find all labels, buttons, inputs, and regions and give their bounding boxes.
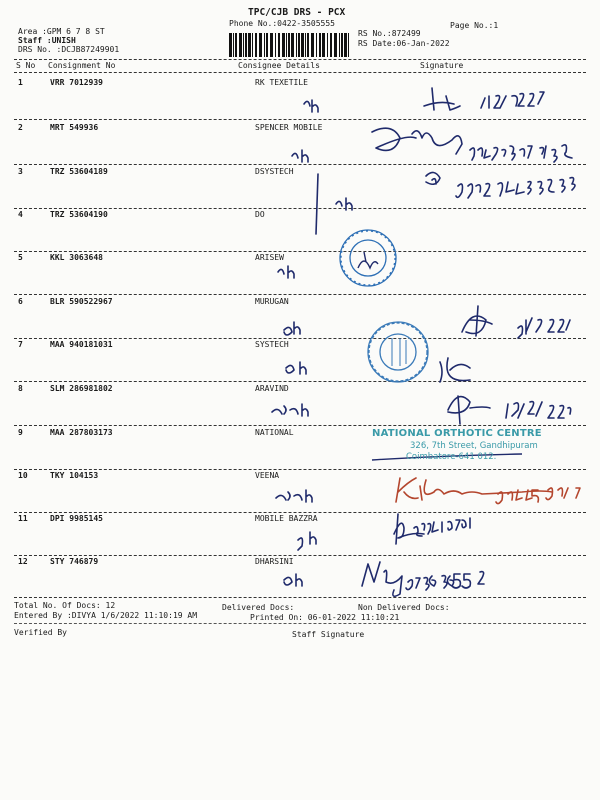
- row-consignment-no: MAA 287803173: [50, 428, 113, 437]
- row-consignment-no: MAA 940181031: [50, 340, 113, 349]
- row-consignment-no: BLR 590522967: [50, 297, 113, 306]
- row-consignee: SPENCER MOBILE: [255, 123, 323, 132]
- row11-signature-mark: [394, 514, 424, 544]
- row-consignment-no: VRR 7012939: [50, 78, 103, 87]
- row6-signature-mark: [462, 306, 492, 336]
- row10-ink: [276, 490, 312, 502]
- entered-by: Entered By :DIVYA 1/6/2022 11:10:19 AM: [14, 611, 198, 620]
- row-sno: 5: [18, 253, 23, 262]
- row-consignment-no: TKY 104153: [50, 471, 99, 480]
- row-consignment-no: DPI 9985145: [50, 514, 103, 523]
- row-consignee: VEENA: [255, 471, 280, 480]
- rs-number: RS No.:872499: [358, 29, 421, 38]
- row-consignment-no: TRZ 53604189: [50, 167, 108, 176]
- area-label: Area :GPM 6 7 8 ST: [18, 27, 105, 36]
- row-consignment-no: STY 746879: [50, 557, 99, 566]
- row8-signature-mark: [448, 396, 490, 424]
- circular-stamp-row7: [368, 322, 428, 382]
- col-consignee: Consignee Details: [238, 61, 320, 70]
- row11-ink: [298, 532, 316, 550]
- total-docs: Total No. Of Docs: 12: [14, 601, 116, 610]
- circular-stamp-row5: [340, 230, 396, 286]
- row-sno: 4: [18, 210, 23, 219]
- row-sno: 8: [18, 384, 23, 393]
- row12-ink: [284, 574, 302, 586]
- row3-4-bracket: [316, 174, 318, 234]
- verified-by: Verified By: [14, 628, 67, 637]
- document-title: TPC/CJB DRS - PCX: [248, 7, 346, 18]
- row3-phone: [456, 178, 575, 198]
- row1-ink: [304, 100, 318, 112]
- row-sno: 6: [18, 297, 23, 306]
- row-consignee: MOBILE BAZZRA: [255, 514, 318, 523]
- phone-number: Phone No.:0422-3505555: [229, 19, 335, 28]
- row-sno: 9: [18, 428, 23, 437]
- row-consignment-no: MRT 549936: [50, 123, 99, 132]
- row-sno: 12: [18, 557, 28, 566]
- row-sno: 1: [18, 78, 23, 87]
- row2-ink: [292, 150, 308, 162]
- row-consignment-no: TRZ 53604190: [50, 210, 108, 219]
- row-consignment-no: KKL 3063648: [50, 253, 103, 262]
- row2-signature-mark: [372, 128, 462, 154]
- national-stamp-line2: 326, 7th Street, Gandhipuram: [410, 441, 538, 451]
- row-sno: 7: [18, 340, 23, 349]
- row-sno: 2: [18, 123, 23, 132]
- row6-date: [518, 318, 570, 338]
- page-number: Page No.:1: [450, 21, 499, 30]
- row-consignment-no: SLM 286981802: [50, 384, 113, 393]
- national-stamp-line3: Coimbatore-641 012.: [406, 452, 497, 462]
- row1-date: [481, 92, 544, 108]
- row7-signature-mark: [440, 358, 470, 382]
- row-consignee: ARAVIND: [255, 384, 289, 393]
- row-sno: 3: [18, 167, 23, 176]
- row6-ink: [284, 322, 300, 335]
- non-delivered-docs: Non Delivered Docs:: [358, 603, 450, 612]
- row8-date: [506, 402, 571, 418]
- row5-ink: [278, 266, 294, 278]
- row-consignee: SYSTECH: [255, 340, 289, 349]
- row-consignee: ARISEW: [255, 253, 284, 262]
- staff-label: Staff :UNISH: [18, 36, 76, 45]
- col-signature: Signature: [420, 61, 464, 70]
- col-consignment: Consignment No: [48, 61, 116, 70]
- row-consignee: RK TEXETILE: [255, 78, 308, 87]
- staff-signature-label: Staff Signature: [292, 630, 365, 639]
- row-sno: 10: [18, 471, 28, 480]
- row7-ink: [286, 362, 306, 374]
- row-consignee: DHARSINI: [255, 557, 294, 566]
- row8-ink: [272, 404, 308, 416]
- row12-phone: [406, 572, 484, 590]
- row2-phone: [470, 145, 572, 162]
- row-consignee: MURUGAN: [255, 297, 289, 306]
- row-consignee: NATIONAL: [255, 428, 294, 437]
- row12-signature-mark: [362, 562, 402, 596]
- row-consignee: DO: [255, 210, 265, 219]
- row4-ink: [336, 198, 352, 210]
- printed-on: Printed On: 06-01-2022 11:10:21: [250, 613, 400, 622]
- row-sno: 11: [18, 514, 28, 523]
- row-consignee: DSYSTECH: [255, 167, 294, 176]
- national-stamp-line1: NATIONAL ORTHOTIC CENTRE: [372, 428, 542, 439]
- col-sno: S No: [16, 61, 36, 70]
- drs-number: DRS No. :DCJB87249901: [18, 45, 120, 54]
- rs-date: RS Date:06-Jan-2022: [358, 39, 450, 48]
- row3-ink: [426, 172, 440, 184]
- delivered-docs: Delivered Docs:: [222, 603, 295, 612]
- row1-signature-mark: [424, 88, 460, 110]
- row10-phone: [496, 488, 580, 504]
